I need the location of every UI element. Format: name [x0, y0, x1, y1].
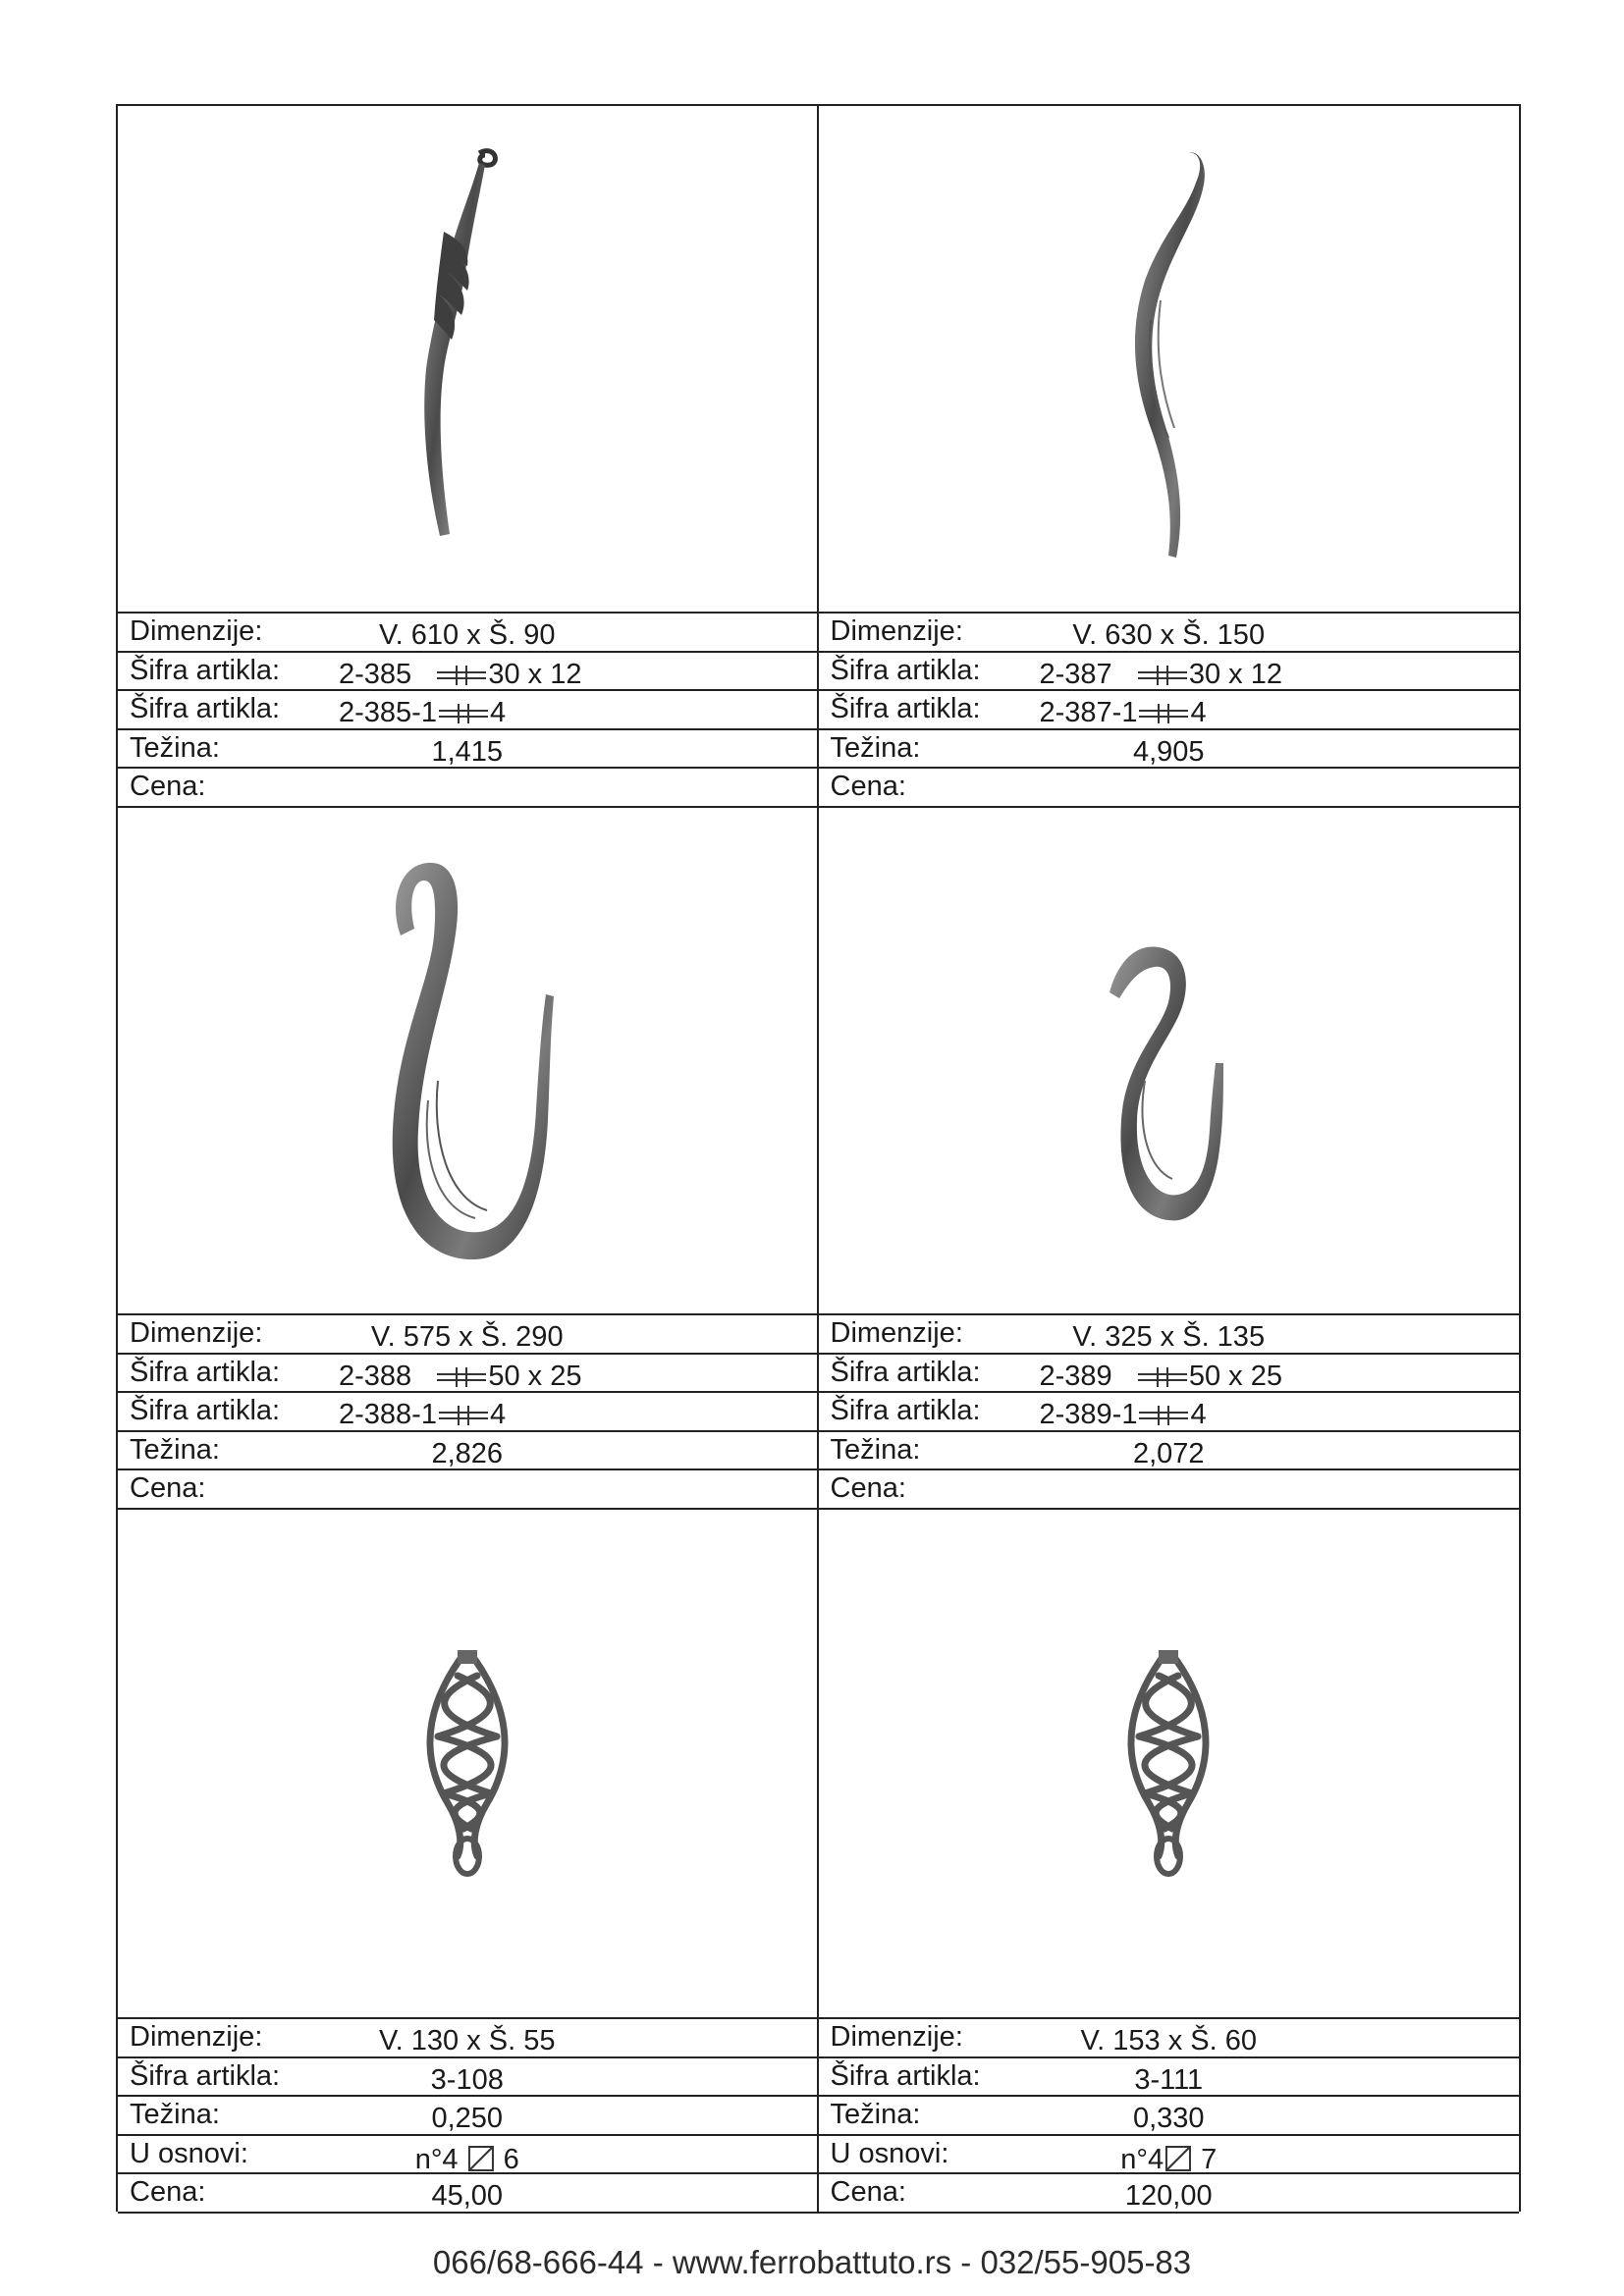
dimenzije-value: V. 325 x Š. 135 — [1072, 1321, 1266, 1354]
cena-value: 120,00 — [1124, 2180, 1213, 2213]
sifra-label: Šifra artikla: — [130, 1395, 281, 1427]
tezina-label: Težina: — [830, 2099, 921, 2131]
sifra-value — [339, 1362, 581, 1391]
product-specs — [118, 612, 817, 806]
dimenzije-value: V. 630 x Š. 150 — [1072, 619, 1266, 652]
product-specs — [819, 612, 1520, 806]
product-card-3-111 — [819, 1510, 1520, 2214]
spec-row-tezina — [118, 728, 817, 768]
sifra-label: Šifra artikla: — [130, 654, 281, 686]
product-specs — [118, 1313, 817, 1508]
cena-label: Cena: — [830, 2176, 906, 2209]
sifra-size: 4 — [1190, 697, 1207, 729]
spec-row-cena — [819, 2172, 1520, 2212]
product-specs — [819, 2017, 1520, 2212]
sifra-code: 2-388-1 — [339, 1399, 437, 1431]
sifra-size: 50 x 25 — [488, 1360, 582, 1392]
spec-row-tezina — [118, 1430, 817, 1469]
sifra-label: Šifra artikla: — [130, 2059, 281, 2092]
tezina-label: Težina: — [130, 1433, 220, 1466]
spec-row-tezina — [819, 728, 1520, 768]
spec-row-tezina — [819, 1430, 1520, 1469]
spec-row-sifra — [118, 1353, 817, 1392]
sifra-size: 4 — [489, 1399, 507, 1431]
cena-label: Cena: — [830, 771, 906, 803]
sifra-label: Šifra artikla: — [830, 654, 981, 686]
spec-row-dimenzije — [118, 2017, 817, 2056]
sifra-value — [1040, 1401, 1207, 1429]
sifra-label: Šifra artikla: — [130, 693, 281, 725]
flat-bar-icon — [439, 701, 488, 721]
flat-bar-icon — [437, 1364, 486, 1384]
osnova-label: U osnovi: — [130, 2137, 248, 2169]
sifra-code: 2-385 — [339, 658, 412, 690]
dimenzije-label: Dimenzije: — [130, 615, 263, 648]
product-card-2-389 — [819, 808, 1520, 1510]
cena-label: Cena: — [130, 1472, 206, 1505]
spec-row-tezina — [819, 2095, 1520, 2134]
sifra-label: Šifra artikla: — [130, 1356, 281, 1388]
product-card-2-385 — [118, 106, 819, 808]
sifra-code: 2-387 — [1039, 658, 1112, 690]
tezina-value: 0,250 — [431, 2103, 504, 2135]
spec-row-sifra-2 — [118, 689, 817, 728]
spec-row-osnova — [819, 2134, 1520, 2173]
sifra-size: 4 — [1190, 1399, 1207, 1431]
spec-row-sifra — [118, 2056, 817, 2096]
sifra-label: Šifra artikla: — [830, 2059, 981, 2092]
spec-row-cena — [819, 767, 1520, 806]
tezina-value: 2,072 — [1132, 1437, 1205, 1469]
flat-bar-icon — [437, 663, 486, 682]
osnova-value — [415, 2144, 519, 2174]
tezina-label: Težina: — [130, 2099, 220, 2131]
dimenzije-value: V. 610 x Š. 90 — [378, 619, 556, 652]
tezina-label: Težina: — [830, 731, 921, 764]
spec-row-dimenzije — [819, 2017, 1520, 2056]
product-card-3-108 — [118, 1510, 819, 2214]
sifra-size: 4 — [489, 697, 507, 729]
tezina-value: 0,330 — [1132, 2103, 1205, 2135]
dimenzije-label: Dimenzije: — [130, 2021, 263, 2054]
flat-bar-icon — [1139, 701, 1188, 721]
product-card-2-387 — [819, 106, 1520, 808]
sifra-label: Šifra artikla: — [830, 693, 981, 725]
sifra-value — [1039, 658, 1282, 690]
dimenzije-value: V. 130 x Š. 55 — [378, 2025, 556, 2057]
spec-row-sifra — [819, 651, 1520, 690]
sifra-size: 30 x 12 — [1188, 658, 1282, 690]
osnova-value — [1120, 2144, 1217, 2174]
cena-label: Cena: — [830, 1472, 906, 1505]
spec-row-dimenzije — [819, 1313, 1520, 1353]
twisted-basket-image — [819, 1510, 1520, 2017]
spec-row-dimenzije — [819, 612, 1520, 651]
sifra-label: Šifra artikla: — [830, 1395, 981, 1427]
cena-label: Cena: — [130, 771, 206, 803]
osnova-size: 6 — [503, 2143, 519, 2175]
spec-row-cena — [118, 767, 817, 806]
cena-value: 45,00 — [431, 2180, 504, 2213]
flat-bar-icon — [439, 1403, 488, 1422]
spec-row-cena — [118, 1468, 817, 1508]
small-hook-scroll-image — [819, 808, 1520, 1313]
flat-bar-icon — [1138, 1364, 1187, 1384]
flat-bar-icon — [1139, 1403, 1188, 1422]
sifra-value — [1040, 1362, 1282, 1391]
tezina-value: 4,905 — [1132, 735, 1205, 768]
osnova-size: 7 — [1201, 2143, 1218, 2175]
spec-row-cena — [118, 2172, 817, 2212]
dimenzije-label: Dimenzije: — [130, 1317, 263, 1350]
leaf-scroll-image — [819, 106, 1520, 612]
product-specs — [819, 1313, 1520, 1508]
tezina-value: 1,415 — [431, 735, 504, 768]
sifra-value: 3-108 — [430, 2063, 504, 2096]
spec-row-sifra-2 — [118, 1391, 817, 1430]
spec-row-tezina — [118, 2095, 817, 2134]
osnova-label: U osnovi: — [830, 2137, 949, 2169]
dimenzije-label: Dimenzije: — [830, 2021, 963, 2054]
product-card-2-388 — [118, 808, 819, 1510]
sifra-value — [1040, 699, 1207, 727]
sifra-code: 2-389-1 — [1039, 1399, 1138, 1431]
square-section-icon — [1164, 2144, 1193, 2173]
dimenzije-value: V. 575 x Š. 290 — [370, 1321, 564, 1354]
spec-row-sifra-2 — [819, 689, 1520, 728]
sifra-size: 50 x 25 — [1188, 1360, 1282, 1392]
product-catalog-grid — [116, 104, 1521, 2212]
tezina-label: Težina: — [130, 731, 220, 764]
curled-leaf-scroll-image — [118, 106, 817, 612]
spec-row-sifra — [819, 1353, 1520, 1392]
large-hook-scroll-image — [118, 808, 817, 1313]
spec-row-sifra — [819, 2056, 1520, 2096]
cena-label: Cena: — [130, 2176, 206, 2209]
spec-row-dimenzije — [118, 1313, 817, 1353]
osnova-prefix: n°4 — [1120, 2143, 1164, 2175]
sifra-value — [339, 1401, 506, 1429]
sifra-code: 2-388 — [339, 1360, 412, 1392]
dimenzije-label: Dimenzije: — [830, 615, 963, 648]
sifra-code: 2-389 — [1039, 1360, 1112, 1392]
twisted-basket-image — [118, 1510, 817, 2017]
sifra-value: 3-111 — [1134, 2063, 1204, 2096]
sifra-label: Šifra artikla: — [830, 1356, 981, 1388]
flat-bar-icon — [1138, 663, 1187, 682]
sifra-value — [339, 699, 506, 727]
spec-row-cena — [819, 1468, 1520, 1508]
sifra-code: 2-385-1 — [339, 697, 437, 729]
dimenzije-label: Dimenzije: — [830, 1317, 963, 1350]
dimenzije-value: V. 153 x Š. 60 — [1080, 2025, 1258, 2057]
sifra-value — [339, 658, 582, 690]
contact-footer: 066/68-666-44 - www.ferrobattuto.rs - 032/55-905-83 — [432, 2244, 1192, 2280]
spec-row-sifra — [118, 651, 817, 690]
spec-row-dimenzije — [118, 612, 817, 651]
sifra-size: 30 x 12 — [488, 658, 582, 690]
osnova-prefix: n°4 — [414, 2143, 459, 2175]
tezina-label: Težina: — [830, 1433, 921, 1466]
square-section-icon — [466, 2144, 496, 2173]
product-specs — [118, 2017, 817, 2212]
sifra-code: 2-387-1 — [1039, 697, 1138, 729]
spec-row-sifra-2 — [819, 1391, 1520, 1430]
tezina-value: 2,826 — [431, 1437, 504, 1469]
spec-row-osnova — [118, 2134, 817, 2173]
